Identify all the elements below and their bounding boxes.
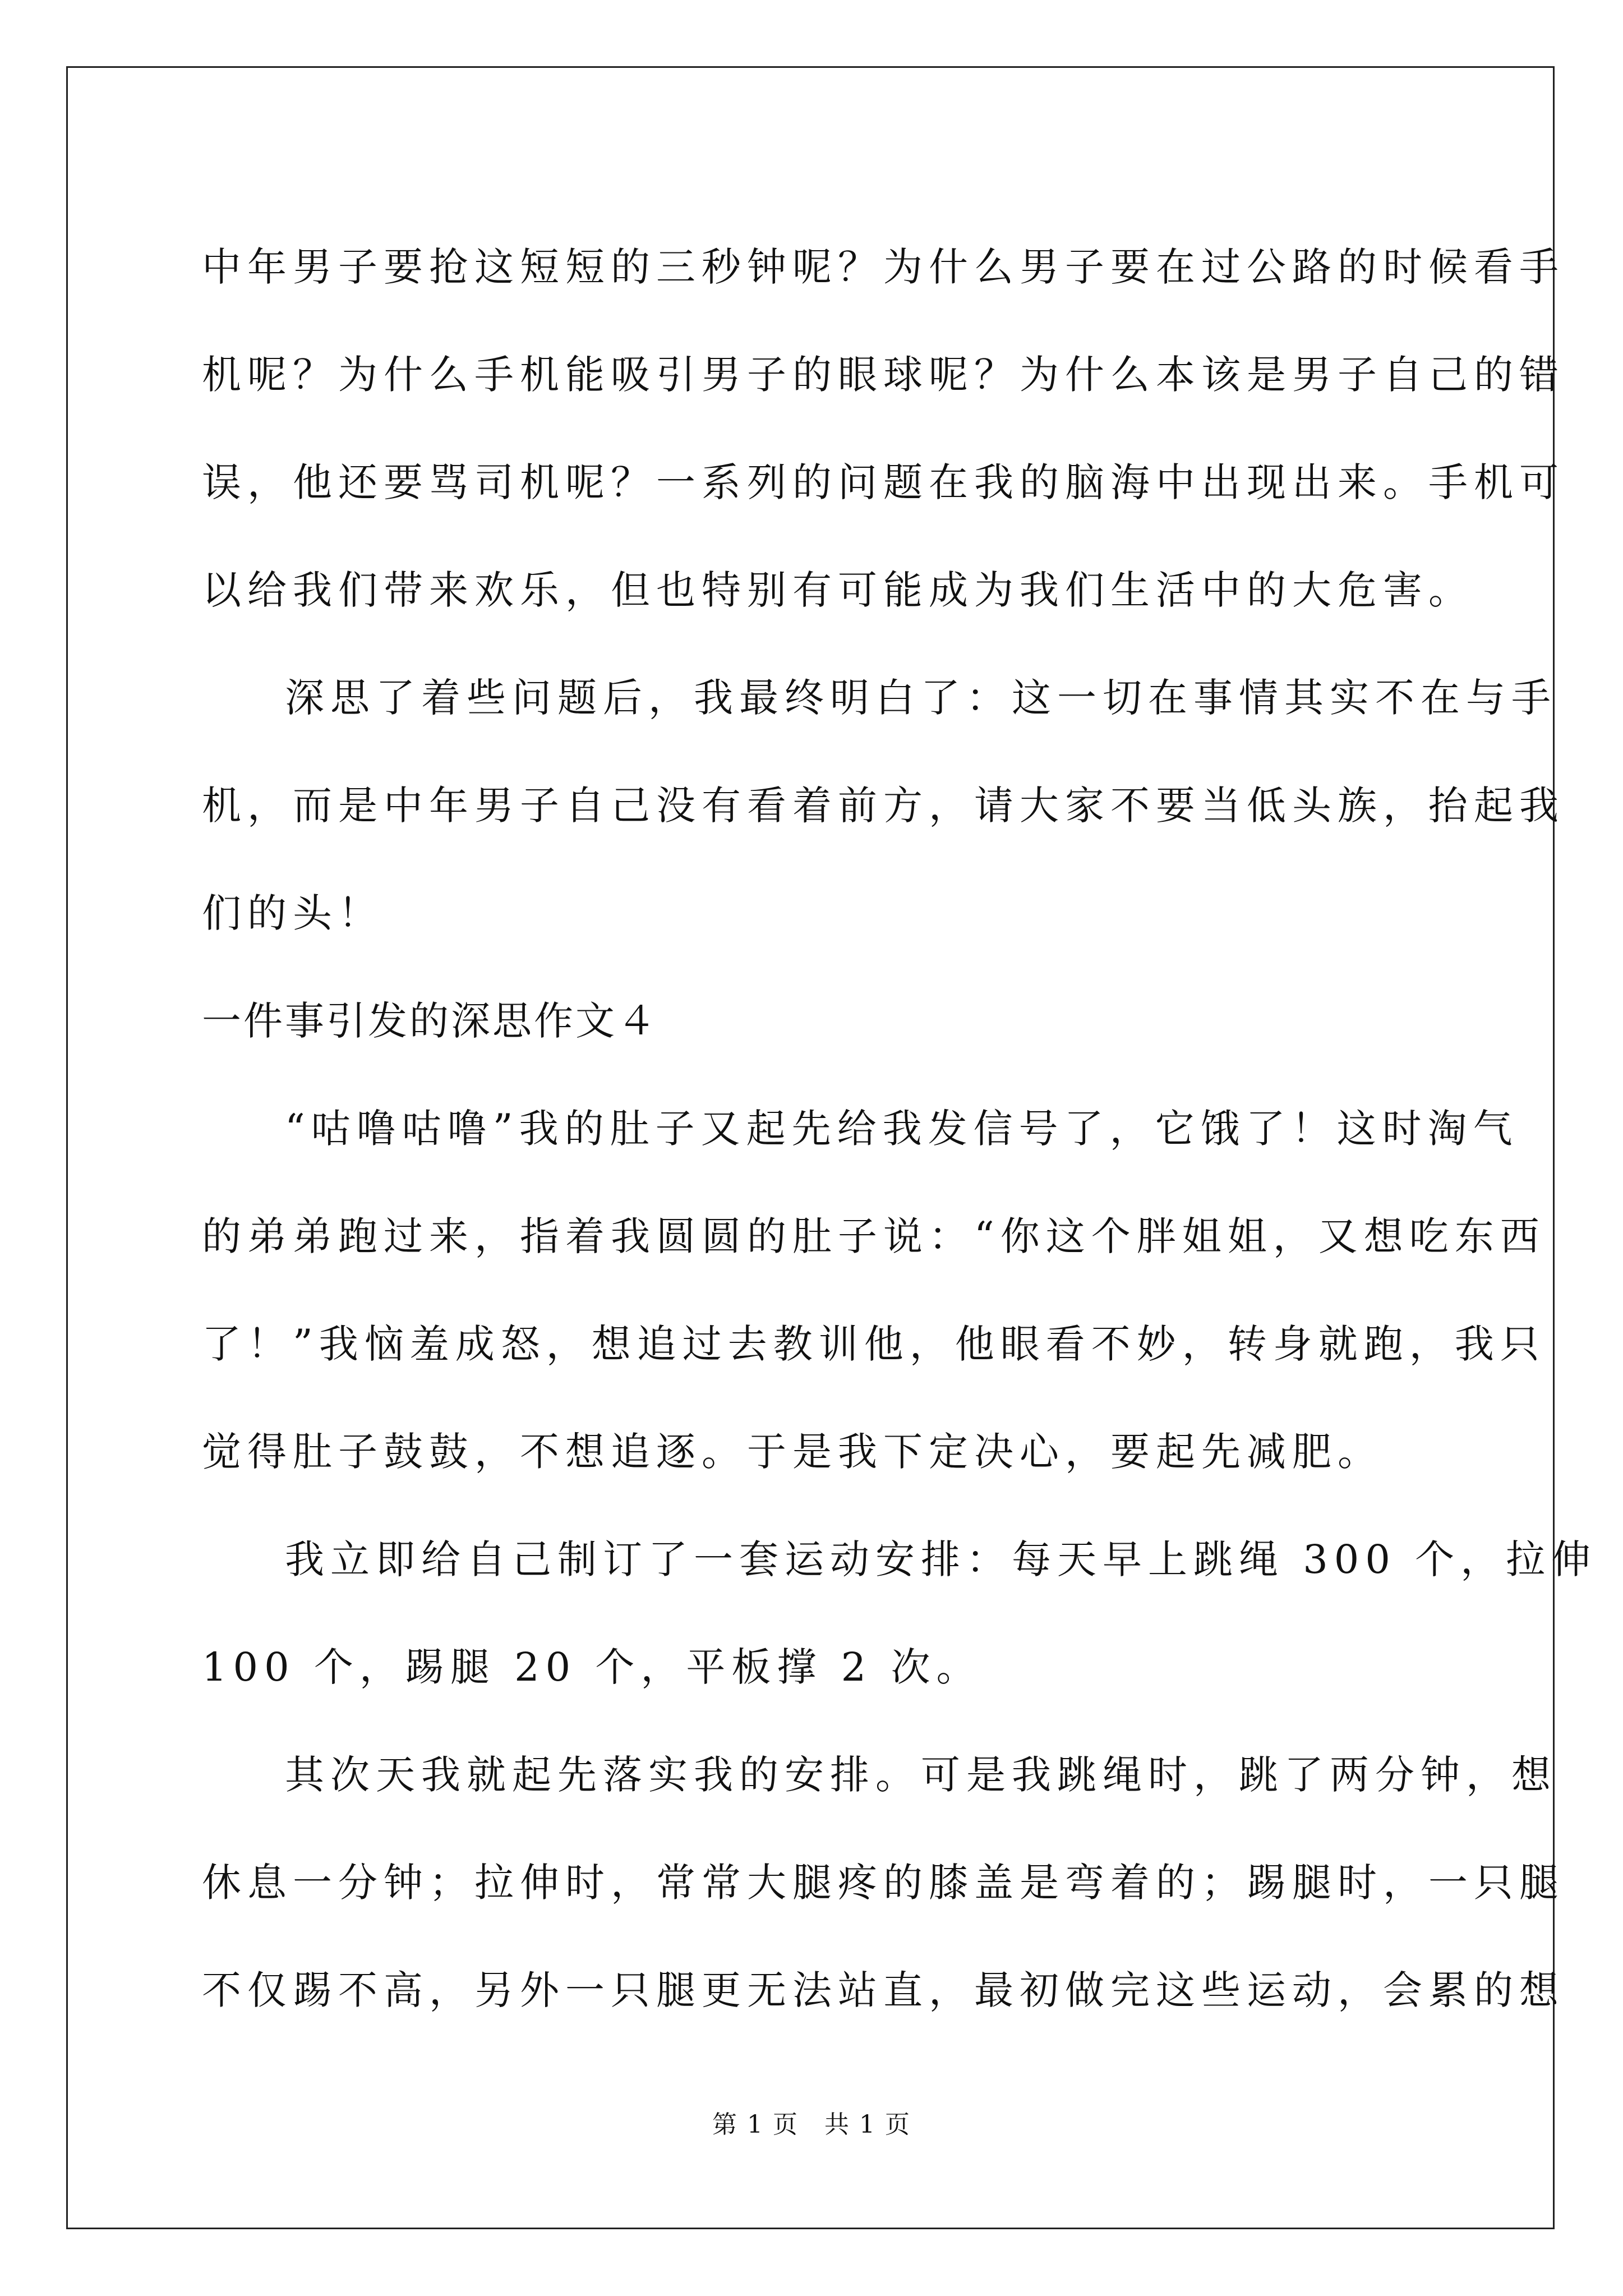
text-line: 机，而是中年男子自己没有看着前方，请大家不要当低头族，抬起我 bbox=[202, 783, 1565, 829]
text-line: 误，他还要骂司机呢？一系列的问题在我的脑海中出现出来。手机可 bbox=[202, 459, 1565, 505]
text-line: 机呢？为什么手机能吸引男子的眼球呢？为什么本该是男子自己的错 bbox=[202, 352, 1565, 398]
text-line: 了！”我恼羞成怒，想追过去教训他，他眼看不妙，转身就跑，我只 bbox=[202, 1321, 1546, 1367]
text-line: 其次天我就起先落实我的安排。可是我跳绳时，跳了两分钟，想 bbox=[285, 1752, 1557, 1798]
section-heading: 一件事引发的深思作文４ bbox=[202, 998, 658, 1044]
text-line: 100 个，踢腿 20 个，平板撑 2 次。 bbox=[202, 1644, 982, 1690]
text-line: 以给我们带来欢乐，但也特别有可能成为我们生活中的大危害。 bbox=[202, 567, 1474, 613]
text-line: 中年男子要抢这短短的三秒钟呢？为什么男子要在过公路的时候看手 bbox=[202, 244, 1565, 290]
text-line: 的弟弟跑过来，指着我圆圆的肚子说：“你这个胖姐姐，又想吃东西 bbox=[202, 1213, 1546, 1259]
text-line: 休息一分钟；拉伸时，常常大腿疼的膝盖是弯着的；踢腿时，一只腿 bbox=[202, 1860, 1565, 1906]
text-line: 我立即给自己制订了一套运动安排：每天早上跳绳 300 个，拉伸 bbox=[285, 1536, 1597, 1582]
text-line: 不仅踢不高，另外一只腿更无法站直，最初做完这些运动，会累的想 bbox=[202, 1967, 1565, 2013]
text-line: 们的头！ bbox=[202, 890, 384, 936]
document-body bbox=[202, 213, 1597, 2044]
text-line: 深思了着些问题后，我最终明白了：这一切在事情其实不在与手 bbox=[285, 675, 1557, 721]
text-line: 觉得肚子鼓鼓，不想追逐。于是我下定决心，要起先减肥。 bbox=[202, 1429, 1383, 1475]
text-line: “咕噜咕噜”我的肚子又起先给我发信号了，它饿了！这时淘气 bbox=[285, 1106, 1519, 1152]
page-footer: 第 1 页 共 1 页 bbox=[712, 2110, 911, 2139]
